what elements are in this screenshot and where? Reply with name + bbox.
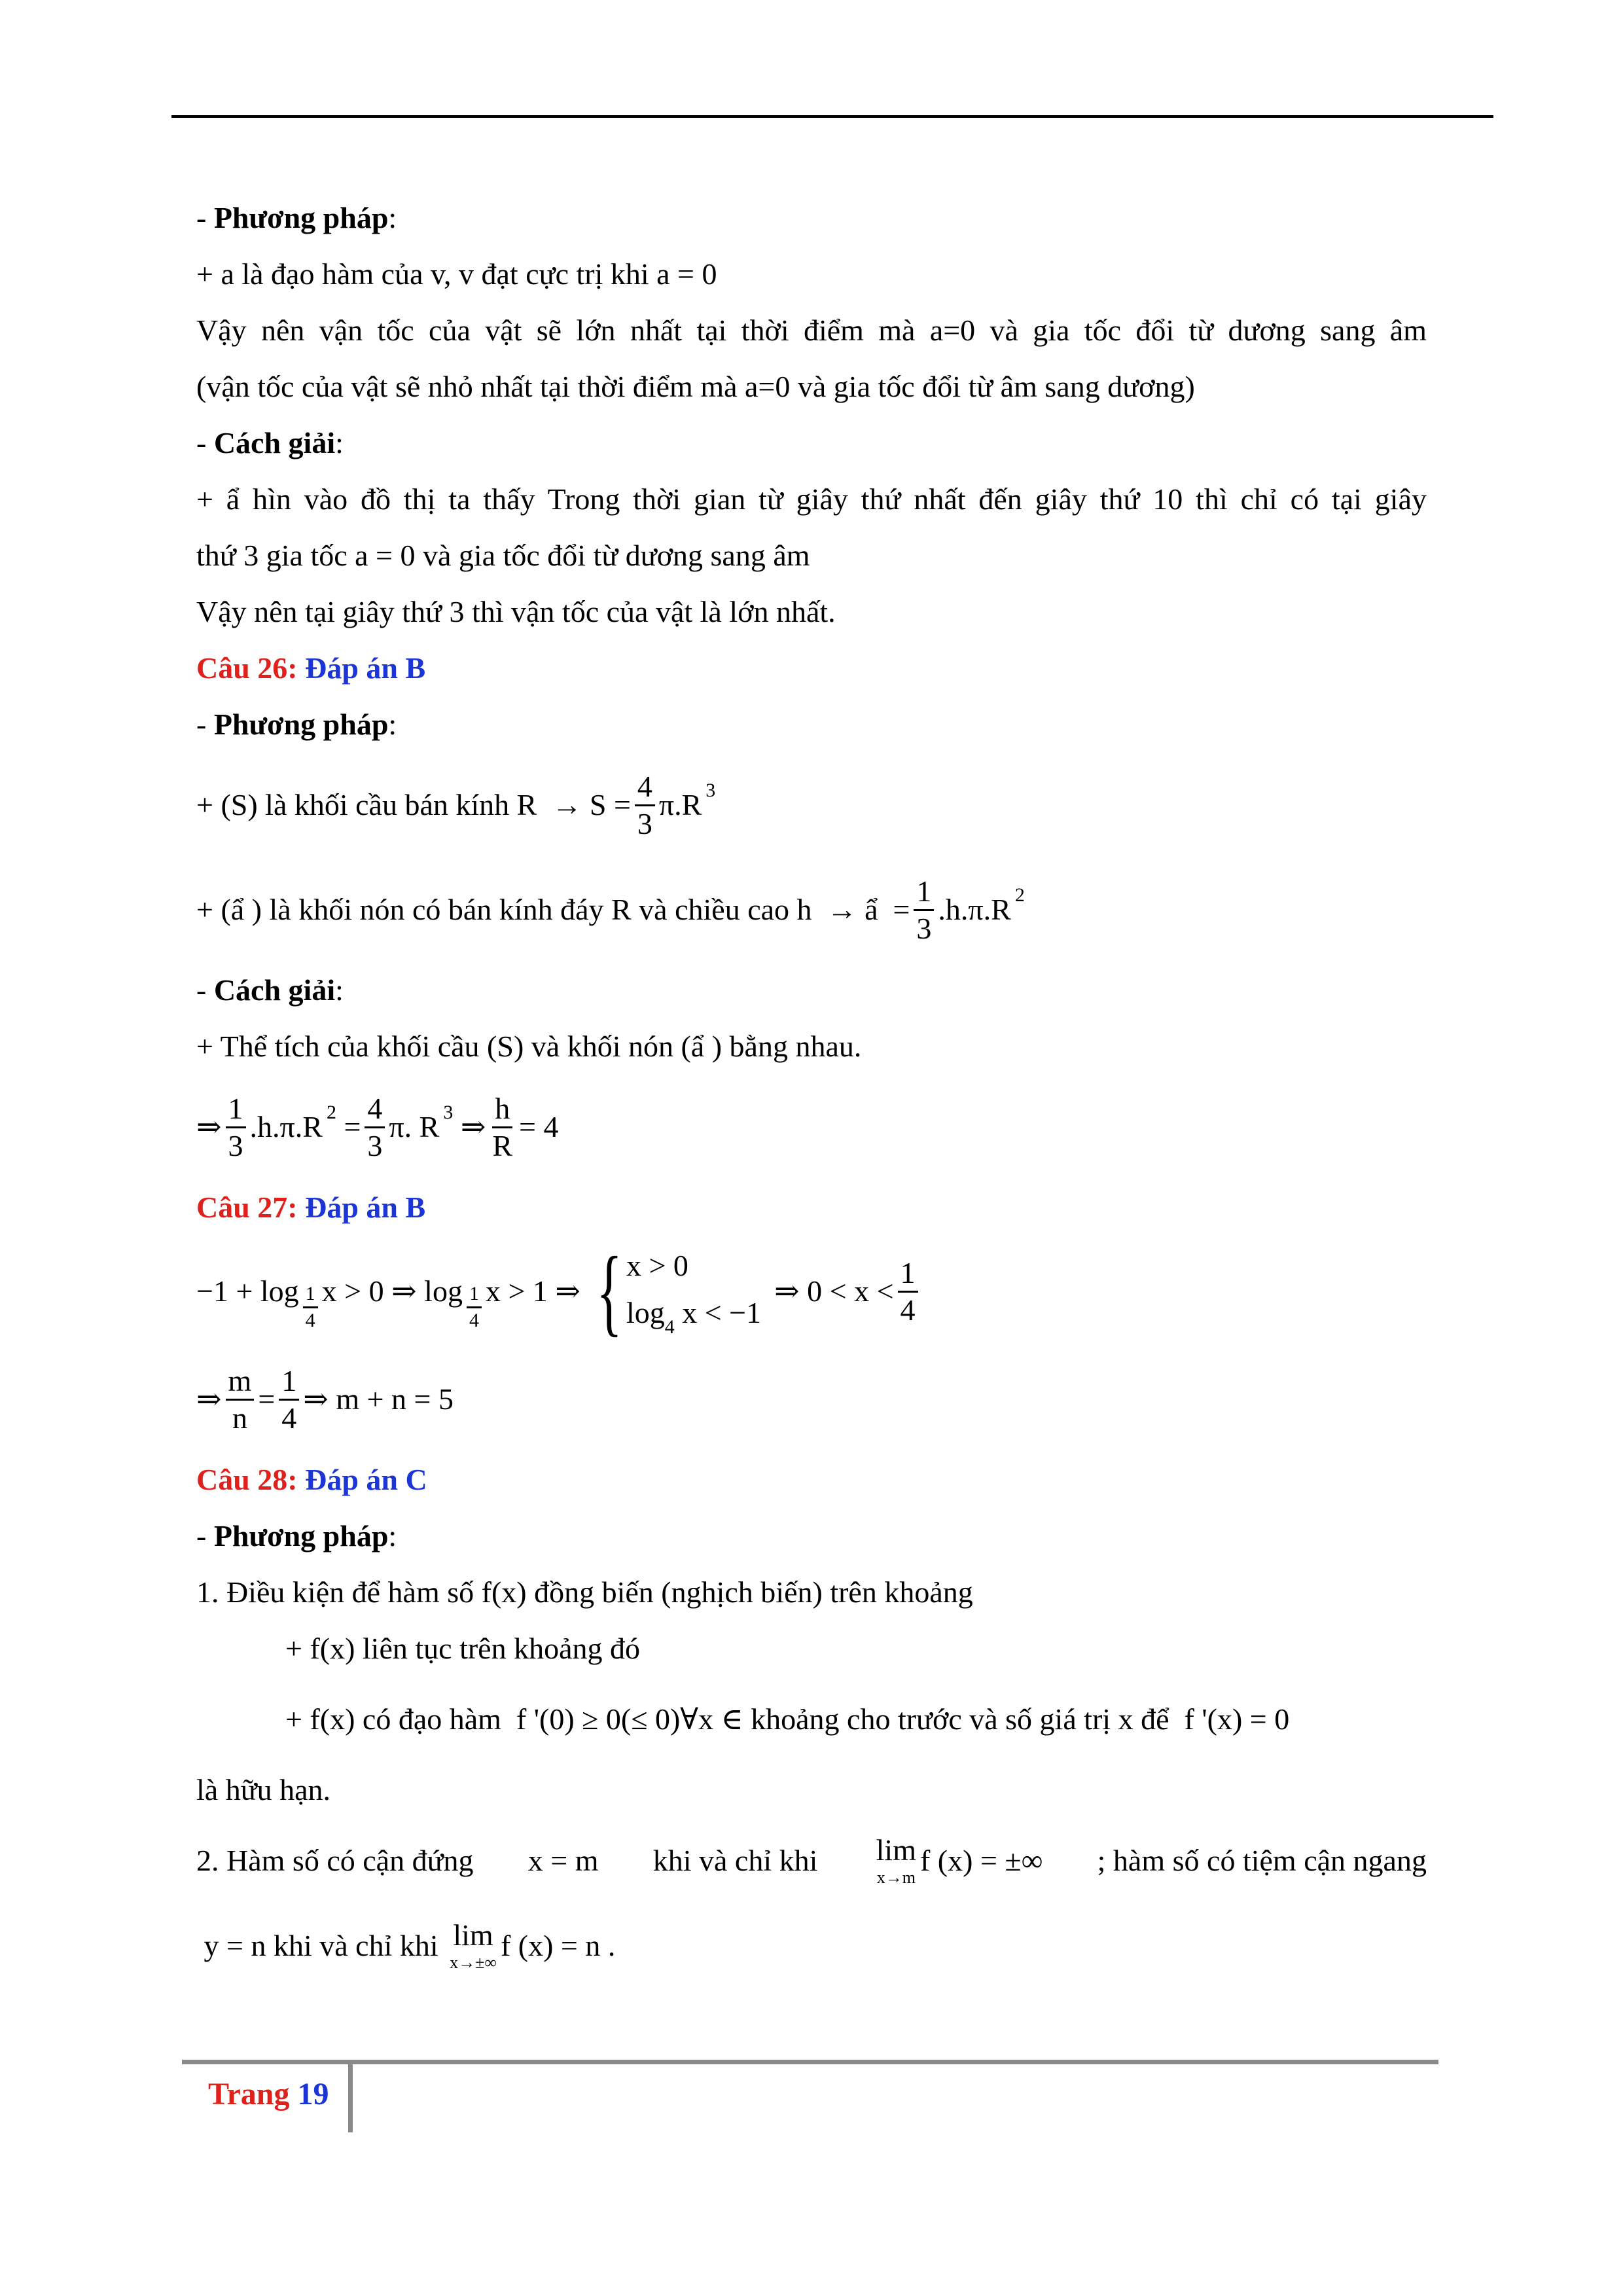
system: { x > 0 $\log_4 x < -1$ — [596, 1237, 762, 1346]
fraction: $\frac{h}{R}$ — [492, 1091, 513, 1162]
text-line: + Thể tích của khối cầu (S) và khối nón (ẩ ) bằng nhau. — [196, 1030, 862, 1063]
page-number: Trang 19 — [208, 2077, 329, 2111]
fraction: $\frac{1}{4}$ — [279, 1366, 299, 1433]
method-heading: - Phương pháp: — [196, 201, 397, 234]
limit: lim x→±∞ — [450, 1918, 497, 1972]
formula: → ẩ = $\frac{1}{3}$ .h.π.R 2 — [812, 874, 1025, 945]
text-line: Vậy nên vận tốc của vật sẽ lớn nhất tại thời điểm mà a=0 và gia tốc đổi từ dương sang âm — [196, 314, 1427, 347]
fraction: $\frac{1}{4}$ — [303, 1284, 318, 1331]
equation: ⇒ $\frac{m}{n}$ = $\frac{1}{4}$ ⇒ m + n = 5 — [196, 1363, 454, 1435]
question-27-heading: Câu 27: Đáp án B — [196, 1191, 426, 1224]
limit: lim x→m — [876, 1833, 916, 1887]
fraction: $\frac{1}{4}$ — [467, 1284, 482, 1331]
fraction: $\frac{1}{3}$ — [226, 1094, 246, 1161]
content-body — [196, 190, 1427, 1988]
question-28-heading: Câu 28: Đáp án C — [196, 1463, 427, 1496]
text-line: + f(x) liên tục trên khoảng đó — [285, 1632, 641, 1665]
text-line: 1. Điều kiện để hàm số f(x) đồng biến (nghịch biến) trên khoảng — [196, 1575, 973, 1609]
text-line: thứ 3 gia tốc a = 0 và gia tốc đổi từ dương sang âm — [196, 539, 810, 572]
method-heading: - Phương pháp: — [196, 1519, 397, 1552]
sphere-volume-formula: + (S) là khối cầu bán kính R → S = $\frac{4}{3}$ π.R 3 — [196, 769, 716, 840]
text-line: Vậy nên tại giây thứ 3 thì vận tốc của vật là lớn nhất. — [196, 595, 836, 628]
text-line: 2. Hàm số có cận đứng x = m khi và chỉ khi lim x→m f (x) = ±∞ ; hàm số có tiệm cận ngang — [196, 1833, 1427, 1887]
fraction: $\frac{4}{3}$ — [635, 772, 655, 839]
fraction: $\frac{m}{n}$ — [226, 1366, 255, 1433]
text-line: + f(x) có đạo hàm f '(0) ≥ 0(≤ 0)∀x ∈ khoảng cho trước và số giá trị x để f '(x) = 0 — [285, 1702, 1290, 1736]
equation: ⇒ $\frac{1}{3}$ .h.π.R 2 = $\frac{4}{3}$ π. R 3 ⇒ $\frac{h}{R}$ = 4 — [196, 1091, 559, 1162]
fraction: $\frac{1}{4}$ — [898, 1258, 918, 1325]
log-inequality: −1 + log $\frac{1}{4}$ x > 0 ⇒ log $\frac{1}{4}$ x > 1 ⇒ { x > 0 $\log_4 x < -1$ ⇒ 0 < x < $\frac{1}{4}$ — [196, 1236, 1427, 1347]
fraction: $\frac{4}{3}$ — [365, 1094, 385, 1161]
text-line: là hữu hạn. — [196, 1773, 331, 1806]
footer-divider — [348, 2062, 353, 2132]
formula: → S = $\frac{4}{3}$ π.R 3 — [537, 769, 716, 840]
method-heading: - Phương pháp: — [196, 708, 397, 741]
text-line: y = n khi và chỉ khi lim x→±∞ f (x) = n . — [196, 1918, 616, 1972]
text-line: + ẩ hìn vào đồ thị ta thấy Trong thời gian từ giây thứ nhất đến giây thứ 10 thì chỉ có tại giây — [196, 482, 1427, 516]
header-rule — [171, 115, 1493, 118]
text-line: (vận tốc của vật sẽ nhỏ nhất tại thời điểm mà a=0 và gia tốc đổi từ âm sang dương) — [196, 370, 1195, 403]
question-26-heading: Câu 26: Đáp án B — [196, 651, 426, 685]
fraction: $\frac{1}{3}$ — [914, 876, 934, 944]
text-line: + a là đạo hàm của v, v đạt cực trị khi a = 0 — [196, 257, 717, 291]
cone-volume-formula: + (ẩ ) là khối nón có bán kính đáy R và chiều cao h → ẩ = $\frac{1}{3}$ .h.π.R 2 — [196, 874, 1025, 945]
solution-heading: - Cách giải: — [196, 426, 344, 459]
solution-heading: - Cách giải: — [196, 973, 344, 1007]
footer-rule — [182, 2060, 1438, 2064]
